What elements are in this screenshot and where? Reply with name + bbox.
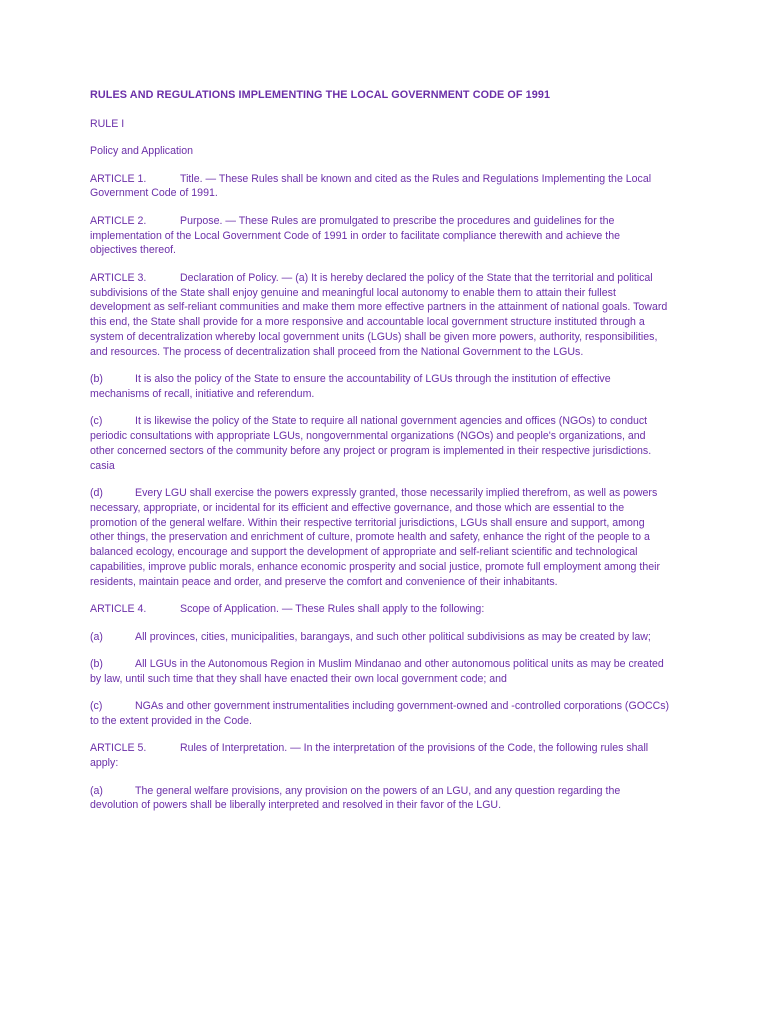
clause-text: All provinces, cities, municipalities, barangays, and such other political subdivisions as may be created by law; — [135, 630, 651, 643]
clause-text: The general welfare provisions, any provision on the powers of an LGU, and any question regarding the devolution of powers shall be liberally interpreted and resolved in their favor of the LGU. — [90, 784, 621, 812]
clause-text: It is also the policy of the State to ensure the accountability of LGUs through the institution of effective mechanisms of recall, initiative and referendum. — [90, 373, 611, 400]
document-page — [90, 88, 670, 826]
article-text: Declaration of Policy. — (a) It is hereby declared the policy of the State that the territorial and political subdivisions of the State shall enjoy genuine and meaningful local autonomy to enable them to attain their fullest development as self-reliant communities and make them more effective partners in the attainment of national goals. Toward this end, the State shall provide for a more responsive and accountable local government structure instituted through a system of decentralization whereby local government units (LGUs) shall be given more powers, authority, responsibilities, and resources. The process of decentralization shall proceed from the National Government to the LGUs. — [90, 271, 668, 358]
clause-label: (a) — [90, 784, 103, 797]
article-text: Rules of Interpretation. — In the interpretation of the provisions of the Code, the following rules shall apply: — [90, 742, 649, 770]
article-4-clause-c — [90, 699, 670, 729]
clause-label: (b) — [90, 373, 103, 386]
rule-heading: RULE I — [90, 117, 125, 130]
article-4-clause-b — [90, 657, 670, 687]
clause-text: All LGUs in the Autonomous Region in Muslim Mindanao and other autonomous political units as may be created by law, until such time that they shall have enacted their own local government code; and — [90, 658, 664, 685]
clause-text: NGAs and other government instrumentalities including government-owned and -controlled corporations (GOCCs) to the extent provided in the Code. — [90, 700, 670, 728]
article-3-clause-d — [90, 486, 670, 590]
article-text: Purpose. — These Rules are promulgated to prescribe the procedures and guidelines for the implementation of the Local Government Code of 1991 in order to facilitate compliance therewith and achieve the objectives thereof. — [90, 214, 620, 257]
article-4-clause-a — [90, 630, 670, 645]
article-label: ARTICLE 5. — [90, 742, 147, 755]
article-5 — [90, 741, 670, 771]
clause-label: (b) — [90, 658, 103, 671]
article-1 — [90, 172, 670, 202]
article-label: ARTICLE 4. — [90, 603, 147, 616]
document-title: RULES AND REGULATIONS IMPLEMENTING THE LOCAL GOVERNMENT CODE OF 1991 — [90, 89, 551, 101]
article-label: ARTICLE 1. — [90, 172, 147, 185]
article-3-clause-b — [90, 372, 670, 402]
article-3 — [90, 271, 670, 360]
clause-label: (c) — [90, 700, 103, 713]
article-text: Title. — These Rules shall be known and cited as the Rules and Regulations Implementing the Local Government Code of 1991. — [90, 172, 652, 200]
clause-text: It is likewise the policy of the State to require all national government agencies and offices (NGOs) to conduct periodic consultations with appropriate LGUs, nongovernmental organizations (NGOs) and people's organizations, and other concerned sectors of the community before any project or program is implemented in their respective jurisdictions. casia — [90, 415, 652, 472]
article-2 — [90, 214, 670, 258]
clause-text: Every LGU shall exercise the powers expressly granted, those necessarily implied therefrom, as well as powers necessary, appropriate, or incidental for its efficient and effective governance, and those which are essential to the promotion of the general welfare. Within their respective territorial jurisdictions, LGUs shall ensure and support, among other things, the preservation and enrichment of culture, promote health and safety, enhance the right of the people to a balanced ecology, encourage and support the development of appropriate and self-reliant scientific and technological capabilities, improve public morals, enhance economic prosperity and social justice, promote full employment among their residents, maintain peace and order, and preserve the comfort and convenience of their inhabitants. — [90, 487, 660, 588]
section-subtitle: Policy and Application — [90, 145, 194, 158]
clause-label: (d) — [90, 487, 103, 500]
article-label: ARTICLE 3. — [90, 271, 147, 284]
clause-label: (c) — [90, 415, 103, 428]
clause-label: (a) — [90, 630, 103, 643]
article-4 — [90, 602, 670, 617]
article-text: Scope of Application. — These Rules shall apply to the following: — [180, 603, 485, 616]
article-3-clause-c — [90, 414, 670, 473]
article-5-clause-a — [90, 784, 670, 814]
article-label: ARTICLE 2. — [90, 214, 147, 227]
